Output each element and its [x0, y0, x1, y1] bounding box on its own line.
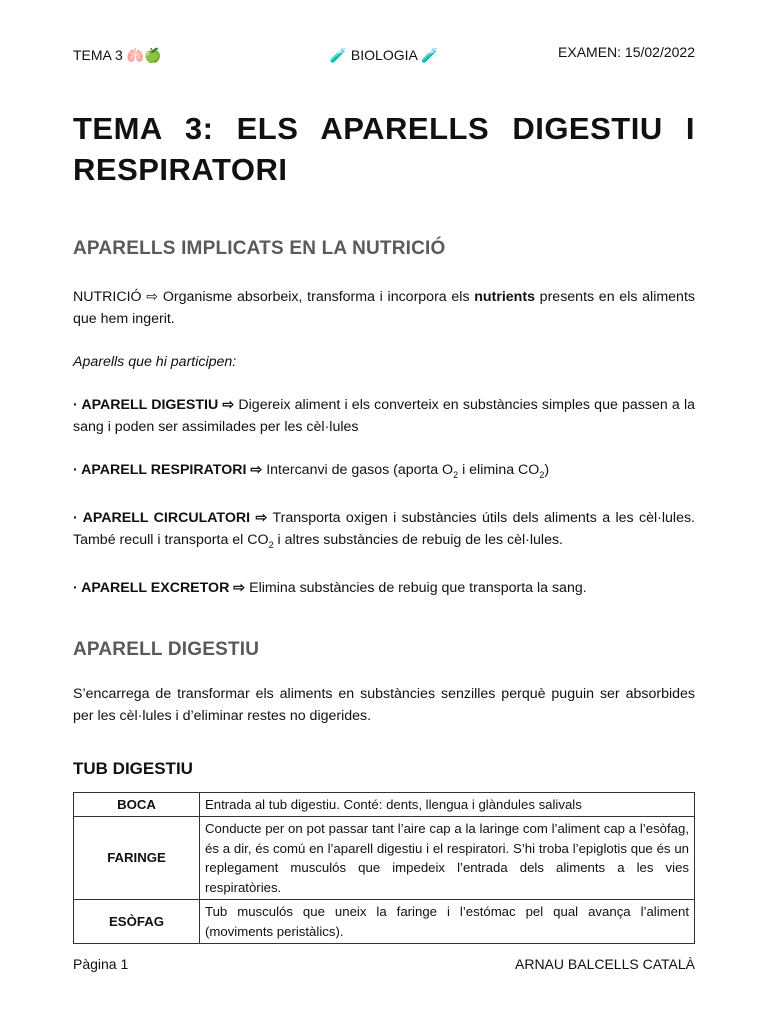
participants-label: Aparells que hi participen:: [73, 354, 237, 370]
footer-page-number: Pàgina 1: [73, 956, 129, 972]
table-value-cell: Tub musculós que uneix la faringe i l’estómac pel qual avança l’aliment (moviments peristàlics).: [200, 900, 695, 944]
item-sub-1: 2: [268, 539, 274, 550]
header-exam-date: EXAMEN: 15/02/2022: [558, 44, 695, 60]
tub-digestiu-table: [73, 792, 695, 945]
list-item-digestiu: [73, 394, 695, 438]
page-title: TEMA 3: ELS APARELLS DIGESTIU I RESPIRATORI: [73, 111, 695, 187]
item-desc: Digereix aliment i els converteix en substàncies simples que passen a la sang i poden ser assimilades per les cèl·lules: [73, 397, 695, 435]
table-row: [74, 792, 695, 817]
section-heading-digestiu: APARELL DIGESTIU: [73, 638, 260, 660]
item-desc: Elimina substàncies de rebuig que transporta la sang.: [245, 579, 587, 596]
subheading-tub-digestiu: TUB DIGESTIU: [73, 758, 193, 778]
table-value-cell: Conducte per on pot passar tant l’aire cap a la laringe com l’aliment cap a l’esòfag, és a dir, és comú en l’aparell digestiu i el respiratori. S’hi troba l’epiglotis que és un replegament musculós que impedeix l’entrada dels aliments a les vies respiratòries.: [200, 817, 695, 900]
footer-author: ARNAU BALCELLS CATALÀ: [515, 956, 695, 972]
item-sub-2: 2: [539, 469, 545, 480]
definition-term: NUTRICIÓ ⇨: [73, 289, 159, 305]
lungs-apple-icon: 🫁🍏: [126, 47, 162, 63]
item-desc-a: Transporta oxigen i substàncies útils dels aliments a les cèl·lules. També recull i transporta el CO: [73, 509, 695, 548]
list-item-excretor: [73, 577, 695, 599]
item-name: · APARELL DIGESTIU ⇨: [73, 397, 235, 413]
table-value-cell: Entrada al tub digestiu. Conté: dents, llengua i glàndules salivals: [200, 792, 695, 817]
definition-bold: nutrients: [474, 289, 535, 305]
item-desc-b: i elimina CO: [458, 462, 540, 478]
list-item-circulatori: [73, 507, 695, 556]
item-name: · APARELL EXCRETOR ⇨: [73, 579, 246, 596]
table-row: [74, 817, 695, 900]
item-name: · APARELL RESPIRATORI ⇨: [73, 462, 263, 478]
header-subject: 🧪 BIOLOGIA 🧪: [329, 47, 439, 63]
digestiu-intro: S’encarrega de transformar els aliments en substàncies senzilles perquè puguin ser absorbides per les cèl·lules i d’eliminar restes no digerides.: [73, 685, 695, 724]
table-key-cell: FARINGE: [74, 817, 200, 900]
item-name: · APARELL CIRCULATORI ⇨: [73, 509, 268, 526]
table-key-cell: BOCA: [74, 792, 200, 817]
list-item-respiratori: [73, 459, 695, 486]
table-row: [74, 900, 695, 944]
document-body: [73, 108, 695, 944]
item-desc-b: i altres substàncies de rebuig de les cèl·lules.: [273, 531, 563, 548]
definition-text-b: presents en els aliments que hem ingerit.: [73, 289, 695, 327]
item-desc-a: Intercanvi de gasos (aporta O: [262, 462, 454, 478]
item-sub-1: 2: [453, 469, 459, 480]
table-key-cell: ESÒFAG: [74, 900, 200, 944]
section-heading-nutricio: APARELLS IMPLICATS EN LA NUTRICIÓ: [73, 238, 446, 259]
header-topic-label: TEMA 3: [73, 47, 123, 63]
nutrition-definition: [73, 286, 695, 330]
item-desc-c: ): [544, 462, 550, 478]
definition-text-a: Organisme absorbeix, transforma i incorpora els: [158, 289, 475, 305]
